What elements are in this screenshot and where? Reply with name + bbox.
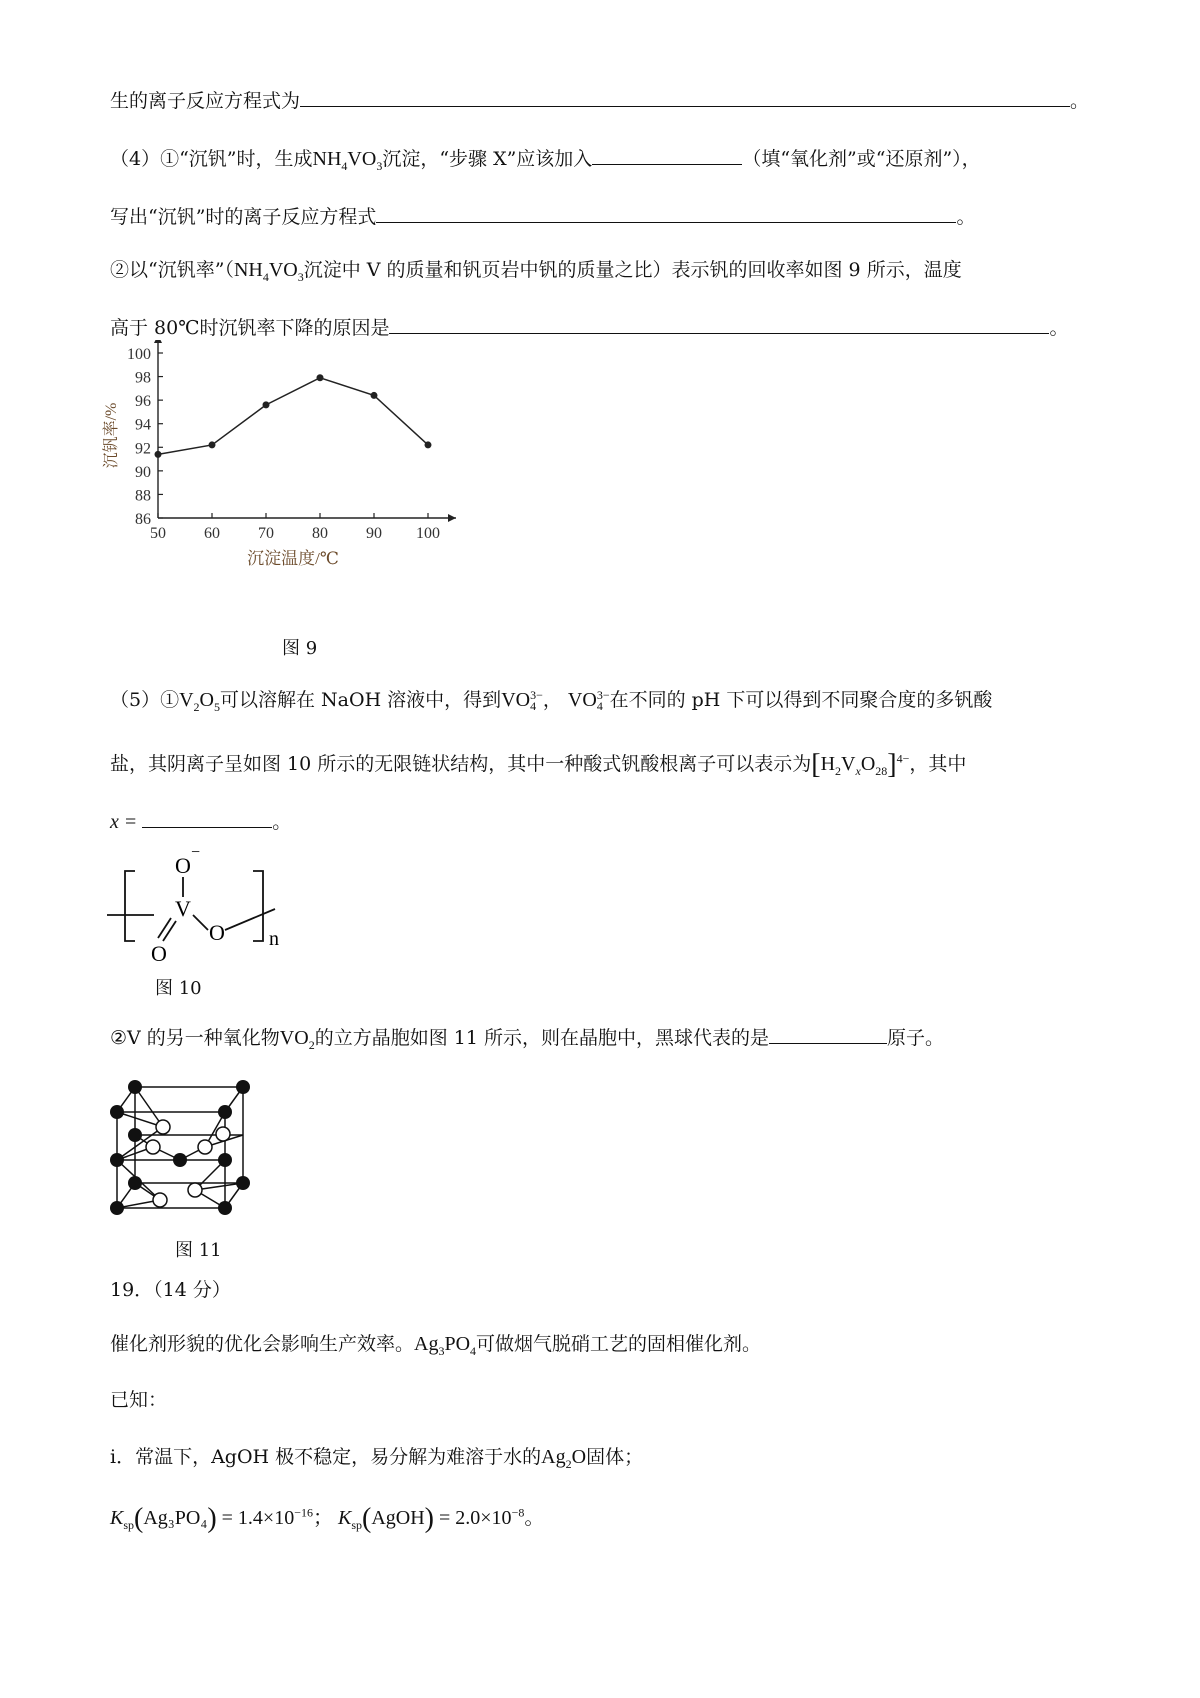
x-tick-label: 90 (366, 525, 382, 542)
white-ball (156, 1120, 170, 1134)
y-tick-label: 100 (127, 346, 151, 363)
figure-9-chart (100, 340, 480, 620)
black-ball (110, 1153, 124, 1167)
question-19-intro: 催化剂形貌的优化会影响生产效率。$Ag_3PO_4$可做烟气脱硝工艺的固相催化剂。 (110, 1333, 762, 1358)
data-point (263, 401, 270, 408)
question-5-1: $(5)①V_2O_5$可以溶解在 NaOH 溶液中，得到VO 3− 4 ， VO 3− 4 在不同的 pH 下可以得到不同聚合度的多钒酸 (110, 688, 993, 714)
data-point (371, 392, 378, 399)
white-ball (216, 1127, 230, 1141)
formula-v2o5: $V_2O_5$ (179, 689, 220, 714)
data-point (209, 441, 216, 448)
answer-line-ionic-equation: 生的离子反应方程式为 。 (110, 86, 1089, 115)
black-ball (110, 1201, 124, 1215)
data-point (317, 374, 324, 381)
formula-vo4-3minus: VO 3− 4 (567, 688, 610, 714)
black-ball (110, 1105, 124, 1119)
data-point (155, 451, 162, 458)
y-tick-label: 94 (135, 416, 151, 434)
x-axis-label: 沉淀温度/℃ (247, 549, 339, 568)
question-19-header: 19．（14 分） (110, 1279, 231, 1301)
black-ball (218, 1153, 232, 1167)
x-tick-label: 100 (416, 525, 440, 542)
question-4-2-line2: 高于 80℃时沉钒率下降的原因是 。 (110, 313, 1069, 342)
figure-11-unit-cell (105, 1072, 275, 1232)
atom-o-double: O (151, 941, 167, 965)
left-bracket (125, 871, 135, 941)
white-ball (153, 1193, 167, 1207)
black-ball (236, 1176, 250, 1190)
atom-o-bridge: O (209, 920, 225, 945)
x-tick-label: 50 (150, 525, 166, 542)
black-ball-center (173, 1153, 187, 1167)
charge-minus: − (191, 845, 201, 861)
white-ball (188, 1183, 202, 1197)
black-ball (128, 1128, 142, 1142)
figure-10-chain-structure (105, 845, 305, 965)
y-tick-label: 90 (135, 463, 151, 481)
answer-blank-x[interactable] (142, 807, 272, 828)
y-tick-label: 86 (135, 511, 151, 528)
right-bracket (253, 871, 263, 941)
data-point (425, 441, 432, 448)
bond-v-o-bridge (193, 915, 208, 930)
y-tick-label: 92 (135, 440, 151, 458)
question-19-ksp-values: $K_{sp}(Ag_3PO_4) = 1.4\times 10^{-16}$； $K_{sp}(AgOH) = 2.0\times 10^{-8}$。 (110, 1503, 545, 1534)
y-axis-arrow (154, 340, 162, 343)
white-ball (146, 1140, 160, 1154)
figure-11-caption: 图 11 (175, 1240, 222, 1261)
y-tick-label: 88 (135, 487, 151, 505)
bond-v-o-double-2 (158, 918, 171, 938)
black-ball (128, 1176, 142, 1190)
bond-right (225, 909, 275, 930)
y-axis-label: 沉钒率/% (103, 402, 120, 469)
question-19-known: 已知： (110, 1389, 168, 1411)
answer-blank-equation[interactable] (376, 202, 956, 223)
question-4-2: ②以“沉钒率$”(NH_4VO_3$沉淀中 V 的质量和钒页岩中钒的质量之比）表示钒的回收率如图 9 所示，温度 (110, 259, 962, 284)
question-5-1-line2: 盐，其阴离子呈如图 10 所示的无限链状结构，其中一种酸式钒酸根离子可以表示为$[H_2V_xO_{28}]^{4-}$，其中 (110, 749, 967, 780)
formula-vo4-3minus: VO 3− 4 (501, 688, 543, 714)
question-5-1-line3: x = 。 (110, 807, 291, 836)
answer-blank-reagent[interactable] (592, 144, 742, 165)
formula-vo2: $VO_2$ (279, 1027, 315, 1052)
black-ball (218, 1105, 232, 1119)
x-axis-arrow (448, 514, 456, 522)
answer-blank[interactable] (300, 86, 1070, 107)
series-line (158, 378, 428, 455)
formula-nh4vo3: $NH_4VO_3$ (312, 148, 383, 173)
y-tick-label: 98 (135, 369, 151, 387)
formula-nh4vo3: $NH_4VO_3$ (233, 259, 304, 284)
figure-9-caption: 图 9 (282, 638, 318, 659)
formula-acid-vanadate-ion: $[H_2V_xO_{28}]^{4-}$ (811, 749, 910, 780)
black-ball (218, 1201, 232, 1215)
atom-v: V (175, 896, 191, 921)
black-ball (236, 1080, 250, 1094)
question-19-item-i: ⅰ．常温下，AgOH 极不稳定，易分解为难溶于水的$Ag_2O$固体； (110, 1446, 644, 1471)
formula-ag2o: $Ag_2O$ (541, 1446, 587, 1471)
question-4-1: （4）①“沉钒”时，生成$NH_4VO_3$沉淀，“步骤 X”应该加入 （填“氧化剂”或“还原剂”）， (110, 144, 981, 173)
figure-10-caption: 图 10 (155, 978, 202, 999)
white-ball (198, 1140, 212, 1154)
x-tick-label: 70 (258, 525, 274, 542)
question-4-1-line2: 写出“沉钒”时的离子反应方程式 。 (110, 202, 975, 231)
formula-ag3po4: $Ag_3PO_4$ (414, 1333, 477, 1358)
answer-blank-reason[interactable] (389, 313, 1049, 334)
bond-v-o-double-1 (163, 921, 176, 941)
repeat-n: n (269, 928, 279, 950)
atom-o-top: O (175, 853, 191, 878)
answer-blank-black-ball[interactable] (769, 1023, 887, 1044)
x-tick-label: 80 (312, 525, 328, 542)
y-tick-label: 96 (135, 393, 151, 411)
x-tick-label: 60 (204, 525, 220, 542)
black-ball (128, 1080, 142, 1094)
question-5-2: ②V 的另一种氧化物$VO_2$的立方晶胞如图 11 所示，则在晶胞中，黑球代表的是 原子。 (110, 1023, 944, 1052)
